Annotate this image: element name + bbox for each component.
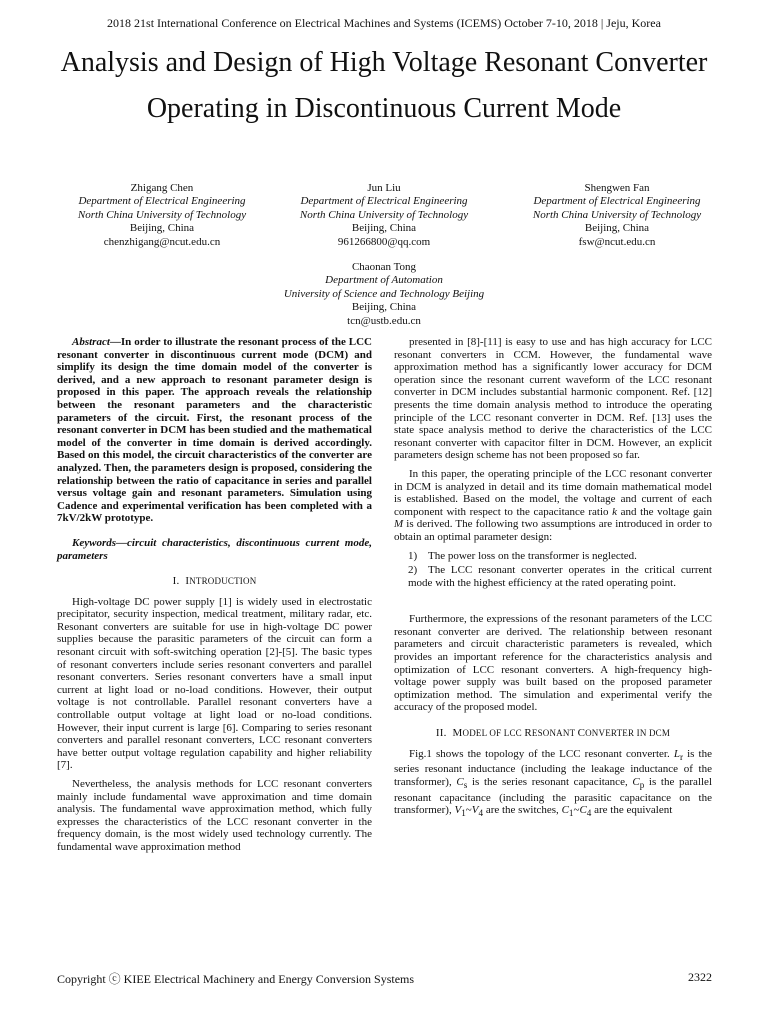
author-univ: North China University of Technology [532, 208, 702, 221]
paper-title: Analysis and Design of High Voltage Resonant Converter Operating in Discontinuous Current Mode [60, 47, 708, 124]
author-univ: North China University of Technology [299, 208, 469, 221]
author-dept: Department of Electrical Engineering [533, 195, 701, 208]
author-city: Beijing, China [584, 222, 650, 235]
author-city: Beijing, China [351, 301, 417, 314]
section-heading-introduction: I. INTRODUCTION [172, 575, 257, 588]
keywords [57, 537, 372, 562]
body-paragraph-2: In this paper, the operating principle of the LCC resonant converter in DCM is analyzed in detail and its time domain mathematical model is established. Based on the model, the voltage and current of each component with respect to the capacitance ratio k and the voltage gain M is derived. The following two assumptions are introduced in order to obtain an optimal parameter design: [394, 467, 712, 543]
author-4 [239, 261, 529, 328]
abstract-label: Abstract [72, 336, 110, 348]
right-column [394, 336, 712, 820]
assumption-1: 1) The power loss on the transformer is neglected. [408, 549, 637, 562]
conference-header: 2018 21st International Conference on Electrical Machines and Systems (ICEMS) October 7-10, 2018 | Jeju, Korea [107, 16, 661, 30]
author-dept: Department of Electrical Engineering [78, 195, 246, 208]
body-paragraph-1: presented in [8]-[11] is easy to use and has high accuracy for LCC resonant converters in CCM. However, the fundamental wave approximation method has a significantly lower accuracy for DCM operation since the resonant current waveform of the LCC resonant converter in DCM includes substantial harmonic component. Ref. [12] presents the time domain analysis method to introduce the operating principle of the LCC resonant converter in DCM. Ref. [13] uses the state space analysis method to derive the characteristics of the LCC resonant converter with capacitor filter in DCM. However, an explicit parameters design scheme has not been proposed so far. [394, 336, 712, 462]
author-name: Chaonan Tong [351, 261, 417, 273]
author-city: Beijing, China [129, 222, 195, 235]
author-email: 961266800@qq.com [337, 235, 431, 248]
intro-paragraph-2: Nevertheless, the analysis methods for LCC resonant converters mainly include fundamental wave approximation and time domain analysis. The fundamental wave approximation method, which fully expresses the characteristics of the LCC resonant converter in the frequency domain, is the most widely used technology currently. The fundamental wave approximation method [57, 778, 372, 853]
author-2 [259, 182, 509, 249]
section-heading-model: II. MODEL OF LCC RESONANT CONVERTER IN DCM [435, 727, 671, 740]
left-column [57, 336, 372, 854]
body-paragraph-4: Fig.1 shows the topology of the LCC resonant converter. $L_r$ is the series resonant inductance (including the leakage inductance of the transformer), $C_s$ is the series resonant capacitance, $C_p$ is the parallel resonant capacitance (including the parasitic capacitance on the transformer), $V_1\sim V_4$ are the switches, $C_1\sim C_4$ are the equivalent [394, 747, 712, 819]
author-email: fsw@ncut.edu.cn [578, 235, 656, 248]
author-univ: University of Science and Technology Beijing [283, 287, 485, 300]
copyright-footer: Copyright ⓒ KIEE Electrical Machinery and Energy Conversion Systems [57, 972, 415, 986]
author-dept: Department of Automation [325, 274, 443, 287]
abstract [57, 336, 372, 525]
author-city: Beijing, China [351, 222, 417, 235]
keywords-text: —circuit characteristics, discontinuous current mode, parameters [57, 536, 372, 562]
author-name: Zhigang Chen [130, 182, 194, 194]
author-email: tcn@ustb.edu.cn [347, 314, 421, 327]
page-number: 2322 [688, 970, 712, 984]
author-name: Shengwen Fan [584, 182, 650, 194]
abstract-text: —In order to illustrate the resonant process of the LCC resonant converter in discontinuous current mode (DCM) and simplify its design the time domain model of the converter is derived, and a new approach to resonant parameter design is proposed in this paper. The approach reveals the relationship between the resonant parameters and the characteristic parameters of the circuit. First, the resonant process of the resonant converter in DCM has been studied and the mathematical model of the converter in time domain is derived accordingly. Based on this model, the circuit characteristics of the converter are analyzed. Then, the parameters design is proposed, considering the relationship between the ratio of capacitance in series and parallel versus voltage gain and resonant parameters. Simulation using Cadence and experimental verification has been completed with a 7kV/2kW prototype. [57, 336, 372, 525]
intro-paragraph-1: High-voltage DC power supply [1] is widely used in electrostatic precipitator, security inspection, medical treatment, military radar, etc. Resonant converters are suitable for use in high-voltage DC power supplies because the parasitic parameters of the circuit can form a resonant circuit with soft-switching operation [2]-[5]. The basic types of resonant converters include series resonant converters and parallel resonant converters. Series resonant converters have a small input current at light load or no-load conditions. However, their output voltage is not controllable. Parallel resonant converters have a controllable output voltage at light load or no-load conditions. However, their input current is large [6]. Comparing to series resonant converters and parallel resonant converters, LCC resonant converters have better output voltage regulation capability and higher reliability [7]. [57, 595, 372, 772]
author-email: chenzhigang@ncut.edu.cn [103, 235, 221, 248]
assumption-2: 2) The LCC resonant converter operates in the critical current mode with the highest efficiency at the rated operating point. [408, 564, 712, 589]
body-paragraph-3: Furthermore, the expressions of the resonant parameters of the LCC resonant converter are derived. The relationship between resonant parameters and circuit characteristic parameters is revealed, which provides an important reference for the characteristics analysis and optimization of LCC resonant converters. A high-frequency high-voltage power supply was built based on the proposed parameter optimization method. The simulation and experimental verify the accuracy of the proposed model. [394, 613, 712, 714]
author-3 [492, 182, 742, 249]
author-dept: Department of Electrical Engineering [300, 195, 468, 208]
author-univ: North China University of Technology [77, 208, 247, 221]
keywords-label: Keywords [72, 536, 116, 549]
author-name: Jun Liu [367, 182, 401, 194]
author-1 [37, 182, 287, 249]
